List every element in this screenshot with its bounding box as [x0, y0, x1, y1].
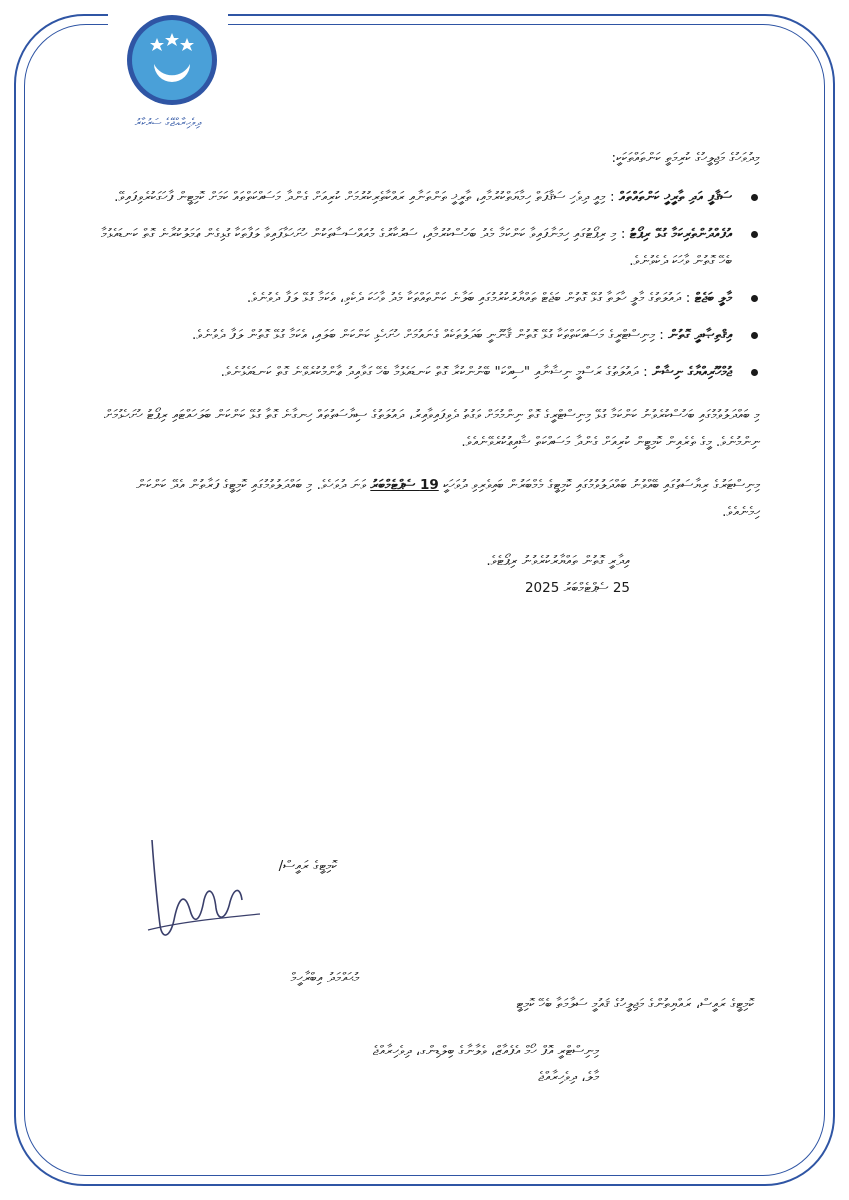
item-body: : ދައުލަތުގެ މާލީ ހާލަތާ ގުޅޭ ގޮތުން ބަޖެޓް ތައްޔާރުކުރުމުގައި ބަލާނެ ކަންތައްތަކާ މެދު ވާހަކަ ދެކެވި، އެކަމާ ގުޅޭ ލަފާ ދެވުނެވެ. [246, 290, 691, 306]
bullet-icon [751, 231, 758, 238]
item-heading: ސަޤާފީ އަދި ތާރީޚީ ކަންތައްތައް [618, 189, 732, 205]
item-heading: ޖުމްހޫރިއްޔާގެ ނިޝާން [651, 364, 732, 380]
bullet-icon [751, 369, 758, 376]
date-line-note: އިދާރީ ގޮތުން ތައްޔާރުކުރެވުނު ރިޕޯޓެވެ. [486, 553, 630, 569]
item-body: : ދައުލަތުގެ ރަސްމީ ނިޝާނާއި "ސިއްކަ" ބޭނުންކުރާ ގޮތް ކަނޑައެޅުމާ ބެހޭ ގަވާއިދު ޢާންމުކުރެވޭނެ ގޮތް ކަނޑައެޅުނެވެ. [220, 364, 648, 380]
item-body: : މި ރިޕޯޓުގައި ހިމަނާފައިވާ ކަންކަމާ މެދު ބަހުސްކުރުމާއި، ސަރުކާރުގެ މުއައްސަސާތަކުން ހުށަހަޅާފައިވާ ލަފާތަކާ ގުޅިގެން ޢަމަލުކުރާނެ ގޮތް ކަނޑައެޅުމާ ބެހޭ ގޮތުން ވާހަކަ ދެކެވުނެވެ. [100, 226, 732, 269]
item-heading: އުފެއްދުންތެރިކަމާ ގުޅޭ ރިޕޯޓު [629, 226, 732, 242]
signatory-name: މުޙައްމަދު އިބްރާހީމް [290, 970, 359, 986]
list-item [95, 359, 760, 386]
bullet-icon [751, 332, 758, 339]
document-body [95, 145, 760, 602]
agenda-list [95, 184, 760, 386]
bullet-icon [751, 194, 758, 201]
list-item [95, 221, 760, 275]
recipient-line: މިނިސްޓްރީ އޮފް ހޯމް އެފެއާޒް، ވެލާނާގެ ބިލްޑިންގ، ދިވެހިރާއްޖެ [372, 1043, 599, 1059]
signature-icon [140, 830, 370, 960]
date-block [95, 548, 630, 602]
date-line: 25 ސެޕްޓެމްބަރު 2025 [524, 580, 630, 596]
signatory-title: ކޮމިޓީގެ ރައީސް، ރައްޔިތުންގެ މަޖިލީހުގެ ޤައުމީ ސަލާމަތާ ބެހޭ ކޮމިޓީ [516, 996, 754, 1012]
item-body: : މިނިސްޓްރީގެ މަސައްކަތްތަކާ ގުޅޭ ގޮތުން ޤާނޫނީ ބަދަލުތަކެއް ގެނައުމަށް ހުށަހެޅި ކަންކަން ބަލައި، އެކަމާ ގުޅޭ ގޮތުން ލަފާ ދެވުނެވެ. [192, 327, 664, 343]
highlighted-date: 19 ސެޕްޓެމްބަރު [370, 477, 439, 493]
signatory-block [89, 965, 754, 1017]
crescent-emblem-icon [126, 14, 218, 106]
recipient-block [89, 1038, 599, 1090]
item-heading: މާލީ ބަޖެޓް [694, 290, 732, 306]
paragraph-decision: މި ބައްދަލުވުމުގައި ބަހުސްކުރެވުނު ކަންކަމާ ގުޅޭ މިނިސްޓްރީގެ ގޮތް ނިންމުމަށް ވަގުތު ދެވިފައިވާއިރު، ދައުލަތުގެ ސިޔާސަތުތައް ހިނގާނެ ގޮތާ ގުޅޭ ކަންކަން ބަލަހައްޓައި ރިޕޯޓު ހުށަހެޅުމަށް ނިންމުނެވެ. މީގެ ތެރެއިން ކޮމިޓީން ކުރިއަށް ގެންދާ މަސައްކަތް ޝާއިޢުކުރެވޭނެއެވެ. [104, 407, 760, 450]
list-item [95, 322, 760, 349]
bullet-icon [751, 295, 758, 302]
item-body: : މިއީ ދިވެހި ސަޤާފަތް ހިމާޔަތްކުރުމާއި، ތާރީޚީ ތަންތަނާއި ރައްކާތެރިކުރުމަށް ކުރިއަށް ގެންދާ މަސައްކަތްތައް ކަމަށް ކޮމިޓީން ފާހަގަކުރެވިފައިވޭ. [114, 189, 615, 205]
item-heading: އިޤްތިޞާދީ ގޮތުން [668, 327, 732, 343]
list-item [95, 285, 760, 312]
letterhead-logo [108, 12, 228, 142]
logo-script: ދިވެހިރާއްޖޭގެ ސަރުކާރު [134, 116, 202, 129]
salutation: މިދުވަހުގެ މަޖިލީހުގެ ކުރިމަތީ ކަންތައްތަކަކީ: [611, 150, 760, 166]
paragraph-text-post: ވަނަ ދުވަހެވެ. މި ބައްދަލުވުމުގައި ކޮމިޓީގެ ފަރާތުން އެދޭ ކަންކަން ހިމެނެއެވެ. [136, 477, 760, 520]
paragraph-text-pre: މިނިސްޓަރުގެ ރިޔާސަތުގައި ބޭއްވުނު ބައްދަލުވުމުގައި ކޮމިޓީގެ މެމްބަރުން ބައިވެރިވި ދުވަހަކީ [443, 477, 760, 493]
signatory-label: ކޮމިޓީގެ ރައީސް/ [278, 858, 337, 874]
paragraph-meeting-date [95, 472, 760, 526]
list-item [95, 184, 760, 211]
recipient-city: މާލެ، ދިވެހިރާއްޖެ [538, 1069, 599, 1085]
